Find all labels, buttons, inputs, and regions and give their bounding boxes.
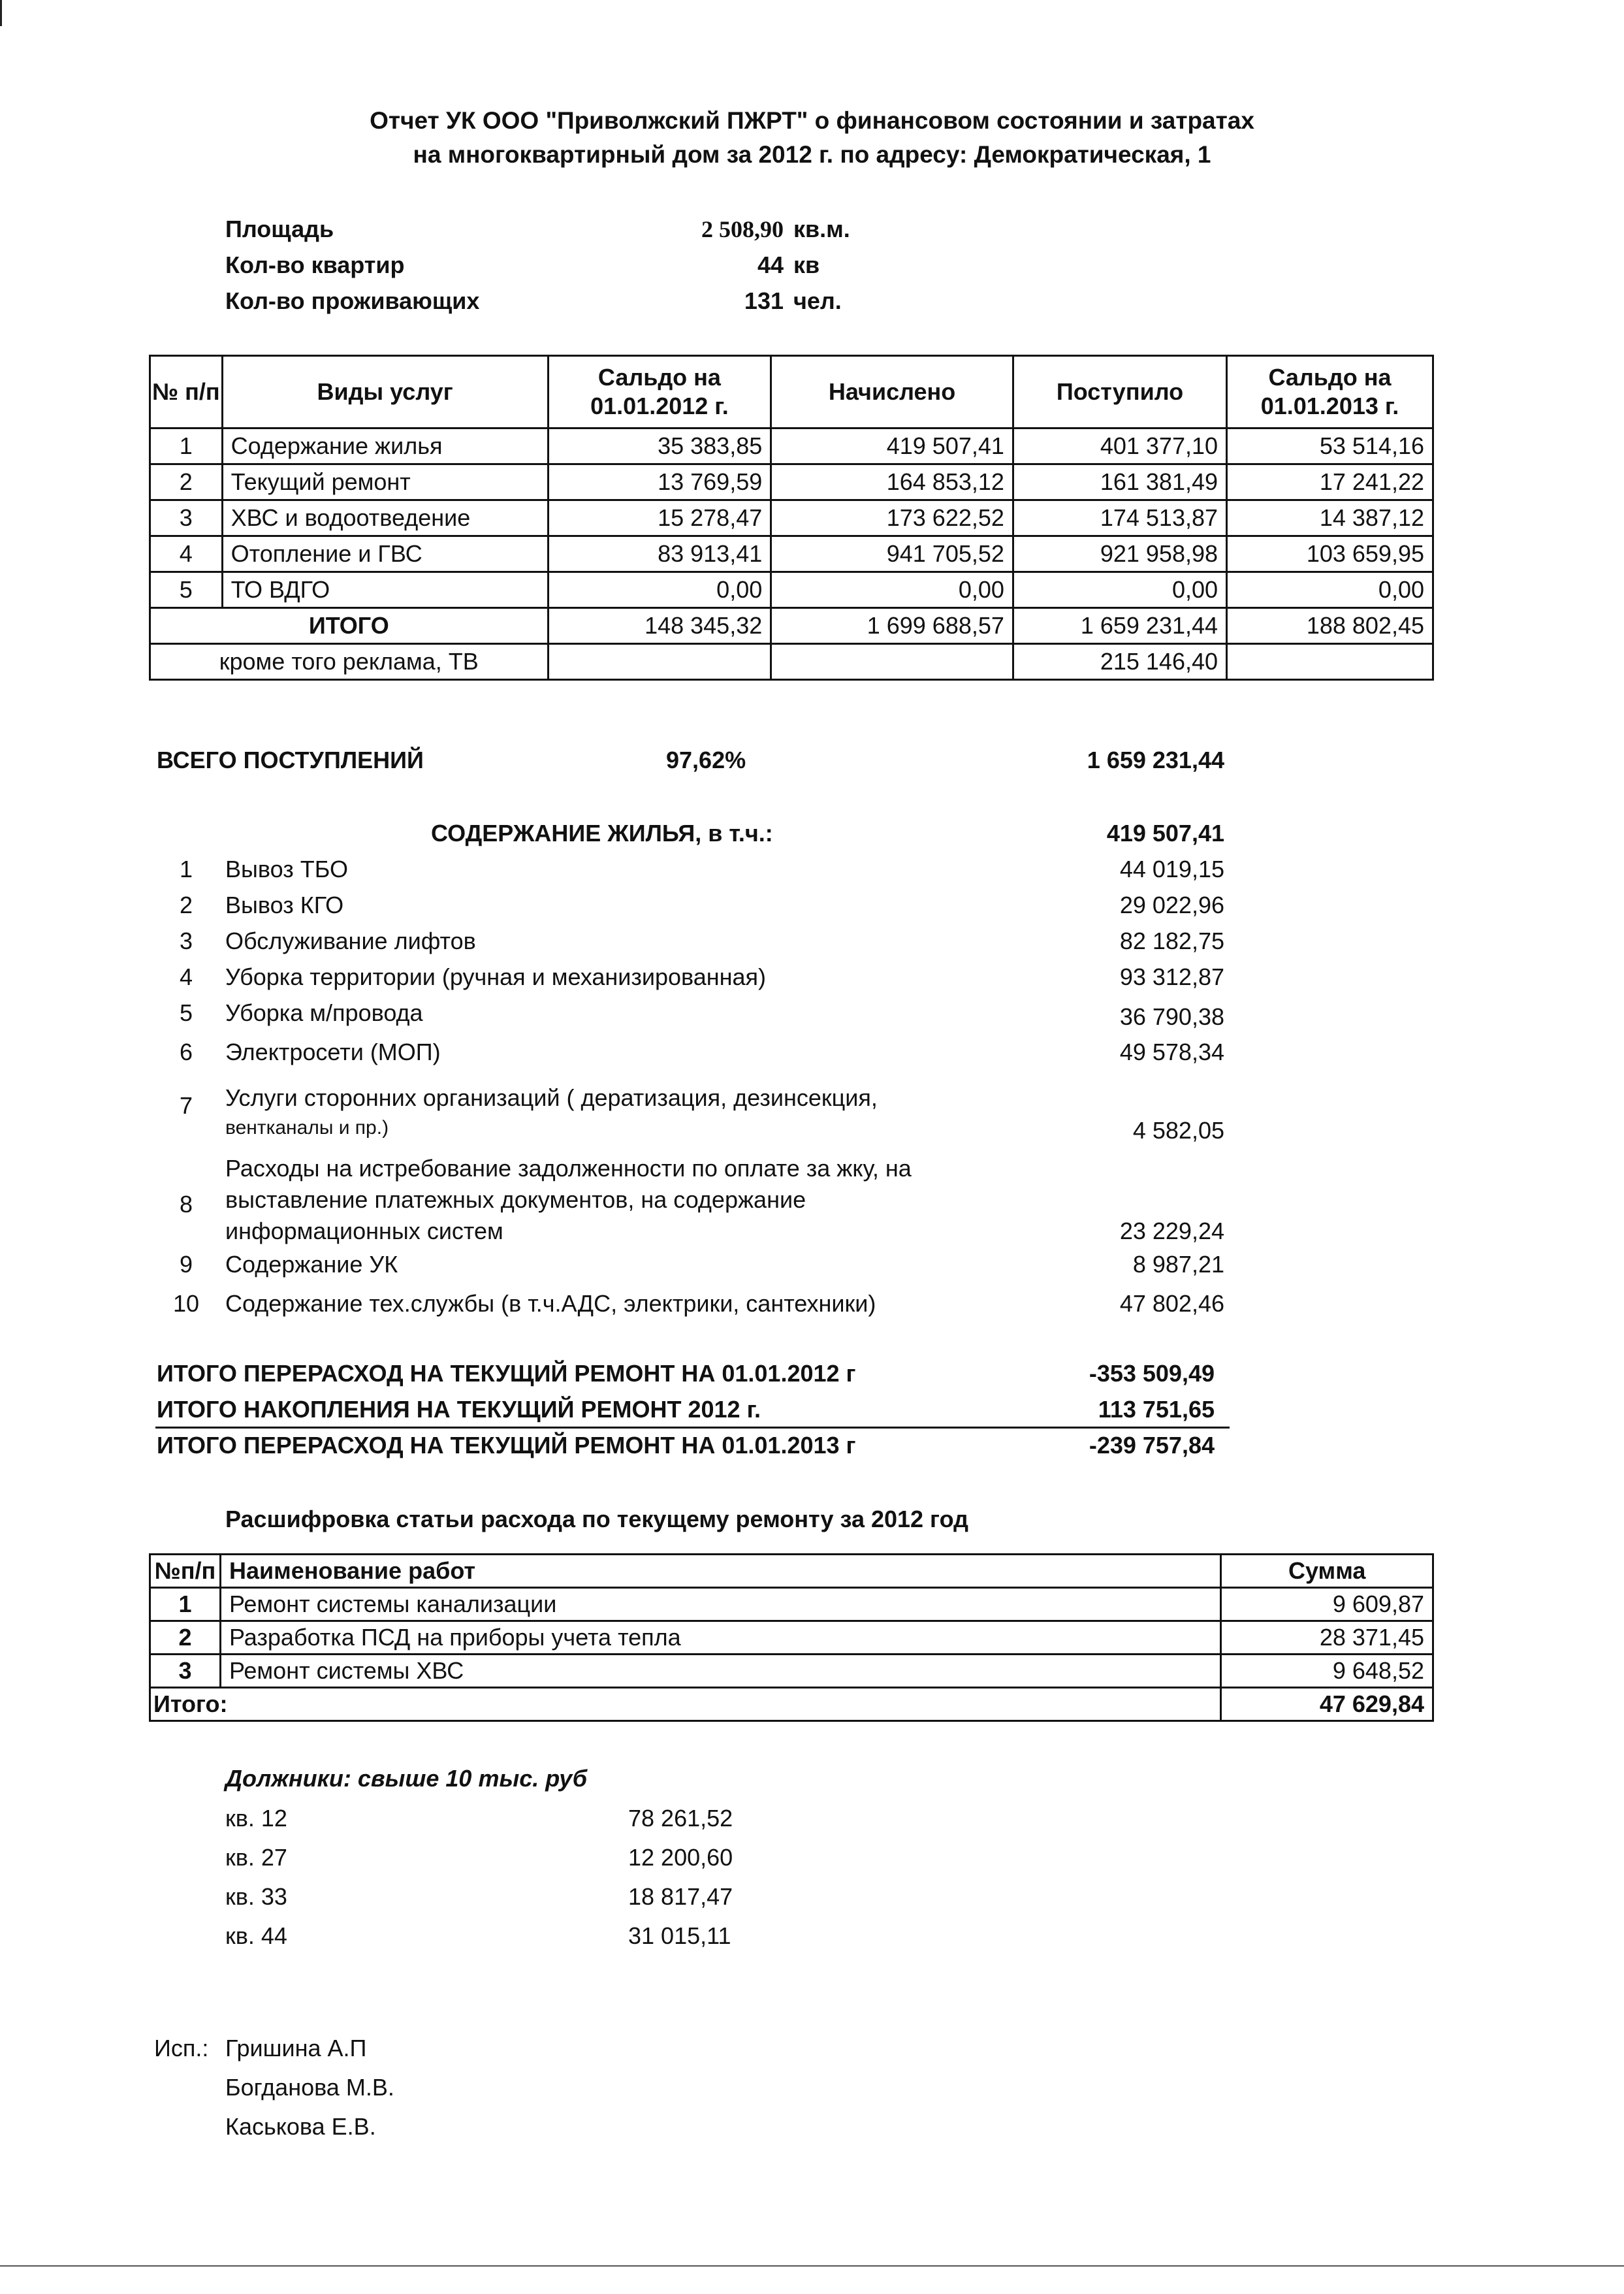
extra-row — [150, 644, 1433, 680]
total-row — [150, 608, 1433, 644]
col-header-work: Наименование работ — [220, 1555, 1220, 1588]
list-item — [150, 1084, 1224, 1156]
item-name: Обслуживание лифтов — [225, 928, 476, 954]
debtor-apartment: кв. 44 — [225, 1922, 287, 1949]
work-name: Ремонт системы канализации — [220, 1588, 1220, 1621]
item-number: 1 — [179, 856, 193, 882]
col-header-service: Виды услуг — [222, 356, 548, 428]
item-value: 44 019,15 — [1119, 856, 1224, 882]
scan-bottom-line — [0, 2265, 1624, 2267]
balance-end: 0,00 — [1227, 572, 1433, 608]
residents-label: Кол-во проживающих — [225, 287, 480, 314]
report-title-line1: Отчет УК ООО "Приволжский ПЖРТ" о финансовом состоянии и затратах — [370, 107, 1254, 134]
received: 161 381,49 — [1013, 464, 1226, 500]
item-number: 7 — [179, 1092, 193, 1119]
col-header-number: № п/п — [150, 356, 223, 428]
maintenance-total: 419 507,41 — [1106, 820, 1224, 847]
charged: 419 507,41 — [771, 428, 1013, 464]
table-row — [150, 1655, 1433, 1688]
item-value: 49 578,34 — [1119, 1039, 1224, 1065]
col-header-received: Поступило — [1013, 356, 1226, 428]
area-unit: кв.м. — [793, 216, 850, 242]
balance-end: 103 659,95 — [1227, 536, 1433, 572]
item-value: 8 987,21 — [1132, 1251, 1224, 1278]
item-number: 2 — [179, 892, 193, 918]
overspend-2012-label: ИТОГО ПЕРЕРАСХОД НА ТЕКУЩИЙ РЕМОНТ НА 01.01.2012 г — [157, 1360, 856, 1387]
balance-end: 17 241,22 — [1227, 464, 1433, 500]
repair-total-label: Итого: — [150, 1688, 1221, 1721]
row-number: 2 — [150, 1621, 221, 1655]
repair-details-table — [149, 1553, 1434, 1722]
item-value: 36 790,38 — [1119, 1003, 1224, 1030]
total-receipts-amount: 1 659 231,44 — [1087, 747, 1224, 773]
item-name-line2: вентканалы и пр.) — [225, 1117, 389, 1139]
debtor-apartment: кв. 27 — [225, 1844, 287, 1871]
item-value: 47 802,46 — [1119, 1290, 1224, 1317]
executor-name: Гришина А.П — [225, 2035, 367, 2061]
apartments-label: Кол-во квартир — [225, 251, 405, 278]
total-balance-end: 188 802,45 — [1227, 608, 1433, 644]
empty-cell — [548, 644, 771, 680]
charged: 941 705,52 — [771, 536, 1013, 572]
row-number: 2 — [150, 464, 223, 500]
summary-divider — [155, 1427, 1230, 1429]
debtor-apartment: кв. 12 — [225, 1805, 287, 1832]
executor-name: Каськова Е.В. — [225, 2113, 376, 2140]
item-name: Содержание УК — [225, 1251, 398, 1278]
work-amount: 9 648,52 — [1221, 1655, 1433, 1688]
row-number: 3 — [150, 1655, 221, 1688]
debtor-amount: 78 261,52 — [628, 1805, 733, 1832]
col-header-amount: Сумма — [1221, 1555, 1433, 1588]
charged: 173 622,52 — [771, 500, 1013, 536]
charged: 0,00 — [771, 572, 1013, 608]
balance-start: 35 383,85 — [548, 428, 771, 464]
accumulation-2012-label: ИТОГО НАКОПЛЕНИЯ НА ТЕКУЩИЙ РЕМОНТ 2012 г. — [157, 1396, 761, 1423]
item-name-line1: Услуги сторонних организаций ( дератизация, дезинсекция, — [225, 1084, 878, 1111]
item-name: Вывоз КГО — [225, 892, 344, 918]
row-number: 1 — [150, 1588, 221, 1621]
service-name: Отопление и ГВС — [222, 536, 548, 572]
services-header-row — [150, 356, 1433, 428]
total-receipts-label: ВСЕГО ПОСТУПЛЕНИЙ — [157, 747, 424, 773]
row-number: 4 — [150, 536, 223, 572]
total-receipts-percent: 97,62% — [666, 747, 746, 773]
scan-edge-mark — [0, 0, 2, 26]
residents-value: 131 — [744, 287, 784, 314]
received: 401 377,10 — [1013, 428, 1226, 464]
list-item — [150, 1155, 1224, 1253]
service-name: ТО ВДГО — [222, 572, 548, 608]
item-number: 4 — [179, 963, 193, 990]
row-number: 3 — [150, 500, 223, 536]
table-row — [150, 464, 1433, 500]
work-name: Разработка ПСД на приборы учета тепла — [220, 1621, 1220, 1655]
executors-label: Исп.: — [154, 2035, 209, 2061]
report-title-line2: на многоквартирный дом за 2012 г. по адресу: Демократическая, 1 — [413, 141, 1211, 168]
received: 921 958,98 — [1013, 536, 1226, 572]
overspend-2013-value: -239 757,84 — [1089, 1432, 1215, 1459]
work-name: Ремонт системы ХВС — [220, 1655, 1220, 1688]
item-name: Электросети (МОП) — [225, 1039, 441, 1065]
item-value: 93 312,87 — [1119, 963, 1224, 990]
table-row — [150, 428, 1433, 464]
debtors-heading: Должники: свыше 10 тыс. руб — [225, 1765, 588, 1792]
item-value: 4 582,05 — [1132, 1117, 1224, 1144]
accumulation-2012-value: 113 751,65 — [1098, 1396, 1215, 1423]
item-name-line3: информационных систем — [225, 1218, 503, 1244]
item-number: 10 — [172, 1290, 200, 1317]
item-name: Содержание тех.службы (в т.ч.АДС, электрики, сантехники) — [225, 1290, 876, 1317]
col-header-charged: Начислено — [771, 356, 1013, 428]
item-number: 6 — [179, 1039, 193, 1065]
balance-end: 14 387,12 — [1227, 500, 1433, 536]
apartments-value: 44 — [757, 251, 784, 278]
debtor-apartment: кв. 33 — [225, 1883, 287, 1910]
service-name: Текущий ремонт — [222, 464, 548, 500]
service-name: ХВС и водоотведение — [222, 500, 548, 536]
item-number: 3 — [179, 928, 193, 954]
debtor-amount: 12 200,60 — [628, 1844, 733, 1871]
repair-total-row — [150, 1688, 1433, 1721]
total-charged: 1 699 688,57 — [771, 608, 1013, 644]
empty-cell — [1227, 644, 1433, 680]
overspend-2012-value: -353 509,49 — [1089, 1360, 1215, 1387]
area-value: 2 508,90 — [701, 216, 784, 242]
area-label: Площадь — [225, 216, 334, 242]
col-header-balance-end: Сальдо на 01.01.2013 г. — [1227, 356, 1433, 428]
table-row — [150, 1588, 1433, 1621]
item-value: 82 182,75 — [1119, 928, 1224, 954]
table-row — [150, 536, 1433, 572]
total-received: 1 659 231,44 — [1013, 608, 1226, 644]
repair-header-row — [150, 1555, 1433, 1588]
debtor-amount: 31 015,11 — [628, 1922, 731, 1949]
item-value: 29 022,96 — [1119, 892, 1224, 918]
item-name: Уборка территории (ручная и механизированная) — [225, 963, 767, 990]
item-number: 5 — [179, 999, 193, 1026]
row-number: 5 — [150, 572, 223, 608]
received: 0,00 — [1013, 572, 1226, 608]
item-value: 23 229,24 — [1119, 1218, 1224, 1244]
received: 174 513,87 — [1013, 500, 1226, 536]
item-name-line1: Расходы на истребование задолженности по оплате за жку, на — [225, 1155, 912, 1182]
extra-label: кроме того реклама, ТВ — [150, 644, 549, 680]
apartments-unit: кв — [793, 251, 820, 278]
services-table — [149, 355, 1434, 681]
total-label: ИТОГО — [150, 608, 549, 644]
item-number: 9 — [179, 1251, 193, 1278]
work-amount: 28 371,45 — [1221, 1621, 1433, 1655]
item-name: Вывоз ТБО — [225, 856, 348, 882]
overspend-2013-label: ИТОГО ПЕРЕРАСХОД НА ТЕКУЩИЙ РЕМОНТ НА 01.01.2013 г — [157, 1432, 856, 1459]
balance-end: 53 514,16 — [1227, 428, 1433, 464]
item-name-line2: выставление платежных документов, на содержание — [225, 1186, 806, 1213]
empty-cell — [771, 644, 1013, 680]
table-row — [150, 500, 1433, 536]
charged: 164 853,12 — [771, 464, 1013, 500]
col-header-number: №п/п — [150, 1555, 221, 1588]
item-name: Уборка м/провода — [225, 999, 423, 1026]
executor-name: Богданова М.В. — [225, 2074, 394, 2101]
service-name: Содержание жилья — [222, 428, 548, 464]
balance-start: 13 769,59 — [548, 464, 771, 500]
balance-start: 83 913,41 — [548, 536, 771, 572]
residents-unit: чел. — [793, 287, 842, 314]
balance-start: 15 278,47 — [548, 500, 771, 536]
total-balance-start: 148 345,32 — [548, 608, 771, 644]
item-number: 8 — [179, 1191, 193, 1218]
extra-value: 215 146,40 — [1013, 644, 1226, 680]
row-number: 1 — [150, 428, 223, 464]
repair-total-value: 47 629,84 — [1221, 1688, 1433, 1721]
debtor-amount: 18 817,47 — [628, 1883, 733, 1910]
table-row — [150, 572, 1433, 608]
balance-start: 0,00 — [548, 572, 771, 608]
col-header-balance-start: Сальдо на 01.01.2012 г. — [548, 356, 771, 428]
repair-details-heading: Расшифровка статьи расхода по текущему ремонту за 2012 год — [225, 1506, 968, 1532]
work-amount: 9 609,87 — [1221, 1588, 1433, 1621]
maintenance-heading: СОДЕРЖАНИЕ ЖИЛЬЯ, в т.ч.: — [431, 820, 773, 847]
table-row — [150, 1621, 1433, 1655]
